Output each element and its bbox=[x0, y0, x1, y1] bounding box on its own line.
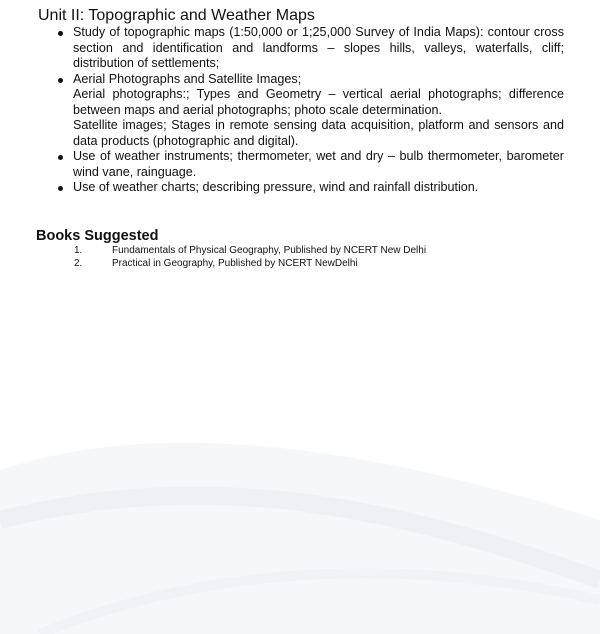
book-title: Fundamentals of Physical Geography, Published by NCERT New Delhi bbox=[112, 245, 427, 256]
book-item bbox=[74, 258, 426, 271]
book-item bbox=[74, 245, 426, 258]
topic-text: Use of weather instruments; thermometer, wet and dry – bulb thermometer, barometer wind vane, rainguage. bbox=[73, 149, 564, 179]
topic-text: Study of topographic maps (1:50,000 or 1;25,000 Survey of India Maps): contour cross section and identification and landforms – slopes hills, valleys, waterfalls, cliff; distribution of settlements; bbox=[73, 25, 564, 70]
book-number: 2. bbox=[74, 257, 83, 269]
topic-text: Aerial photographs:; Types and Geometry – vertical aerial photographs; difference between maps and aerial photographs; photo scale determination. bbox=[73, 87, 564, 117]
bullet-icon bbox=[58, 186, 63, 191]
bullet-icon bbox=[58, 155, 63, 160]
bullet-icon bbox=[58, 31, 63, 36]
topic-text: Satellite images; Stages in remote sensing data acquisition, platform and sensors and data products (photographic and digital). bbox=[73, 118, 564, 148]
bullet-icon bbox=[58, 78, 63, 83]
topic-item bbox=[56, 180, 564, 196]
topic-item bbox=[56, 25, 564, 72]
books-list bbox=[74, 245, 426, 270]
book-title: Practical in Geography, Published by NCERT NewDelhi bbox=[112, 257, 358, 269]
books-heading: Books Suggested bbox=[36, 228, 159, 244]
topic-item bbox=[56, 72, 564, 150]
topic-text: Aerial Photographs and Satellite Images; bbox=[73, 71, 302, 86]
topic-list bbox=[56, 25, 564, 196]
topic-item bbox=[56, 149, 564, 180]
unit-title: Unit II: Topographic and Weather Maps bbox=[38, 7, 315, 24]
topic-text: Use of weather charts; describing pressure, wind and rainfall distribution. bbox=[73, 180, 479, 194]
book-number: 1. bbox=[74, 245, 83, 256]
